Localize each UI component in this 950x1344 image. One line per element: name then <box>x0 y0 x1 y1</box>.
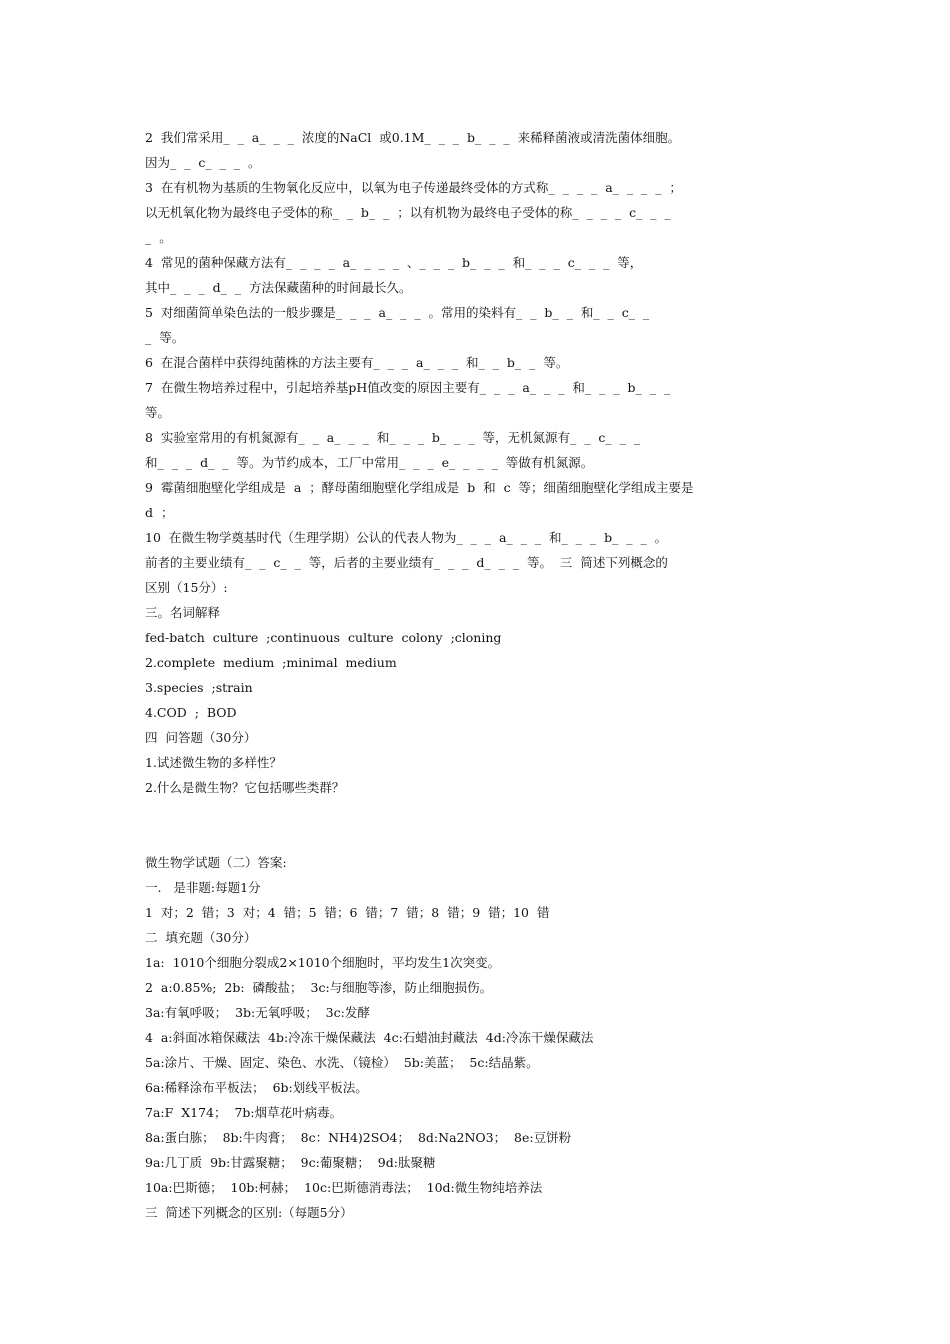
q7-line-2: 等。 <box>145 405 171 420</box>
q10-line-2: 前者的主要业绩有_ _ c_ _ 等，后者的主要业绩有_ _ _ d_ _ _ 等。 三 简述下列概念的 <box>145 555 668 570</box>
answers-section-three-heading: 三 简述下列概念的区别:（每题5分） <box>145 1205 353 1220</box>
q6-line: 6 在混合菌样中获得纯菌株的方法主要有_ _ _ a_ _ _ 和_ _ b_ _ 等。 <box>145 355 569 370</box>
term-line-2: 2.complete medium ;minimal medium <box>145 655 397 670</box>
answer-10: 10a:巴斯德； 10b:柯赫； 10c:巴斯德消毒法； 10d:微生物纯培养法 <box>145 1180 543 1195</box>
q3-line-1: 3 在有机物为基质的生物氧化反应中，以氧为电子传递最终受体的方式称_ _ _ _ a_ _ _ _ ； <box>145 180 682 195</box>
answer-3: 3a:有氧呼吸； 3b:无氧呼吸； 3c:发酵 <box>145 1005 370 1020</box>
q5-line-2: _ 等。 <box>145 330 185 345</box>
term-line-4: 4.COD ; BOD <box>145 705 237 720</box>
answer-8: 8a:蛋白胨； 8b:牛肉膏； 8c：NH4)2SO4； 8d:Na2NO3； 8e:豆饼粉 <box>145 1130 572 1145</box>
q4-line-2: 其中_ _ _ d_ _ 方法保藏菌种的时间最长久。 <box>145 280 412 295</box>
q9-line-1: 9 霉菌细胞壁化学组成是 a ；酵母菌细胞壁化学组成是 b 和 c 等；细菌细胞壁化学组成主要是 <box>145 480 694 495</box>
q10-line-1: 10 在微生物学奠基时代（生理学期）公认的代表人物为_ _ _ a_ _ _ 和_ _ _ b_ _ _ 。 <box>145 530 668 545</box>
section-three-note: 区别（15分）: <box>145 580 228 595</box>
q3-line-2: 以无机氧化物为最终电子受体的称_ _ b_ _ ；以有机物为最终电子受体的称_ _ _ _ c_ _ _ <box>145 205 671 220</box>
q2-line-2: 因为_ _ c_ _ _ 。 <box>145 155 261 170</box>
terms-heading: 三。名词解释 <box>145 605 221 620</box>
answer-2: 2 a:0.85%; 2b: 磷酸盐； 3c:与细胞等渗，防止细胞损伤。 <box>145 980 493 995</box>
term-line-1: fed-batch culture ;continuous culture colony ;cloning <box>145 630 502 645</box>
q5-line-1: 5 对细菌简单染色法的一般步骤是_ _ _ a_ _ _ 。常用的染料有_ _ b_ _ 和_ _ c_ _ <box>145 305 650 320</box>
q8-line-2: 和_ _ _ d_ _ 等。为节约成本，工厂中常用_ _ _ e_ _ _ _ 等做有机氮源。 <box>145 455 594 470</box>
q3-line-3: _ 。 <box>145 230 172 245</box>
q4-line-1: 4 常见的菌种保藏方法有_ _ _ _ a_ _ _ _ 、_ _ _ b_ _ _ 和_ _ _ c_ _ _ 等， <box>145 255 643 270</box>
q8-line-1: 8 实验室常用的有机氮源有_ _ a_ _ _ 和_ _ _ b_ _ _ 等，无机氮源有_ _ c_ _ _ <box>145 430 641 445</box>
answer-1: 1a: 1010个细胞分裂成2×1010个细胞时，平均发生1次突变。 <box>145 955 501 970</box>
answer-5: 5a:涂片、干燥、固定、染色、水洗、（镜检） 5b:美蓝； 5c:结晶紫。 <box>145 1055 539 1070</box>
answers-true-false: 1 对；2 错；3 对；4 错；5 错；6 错；7 错；8 错；9 错；10 错 <box>145 905 550 920</box>
answer-6: 6a:稀释涂布平板法； 6b:划线平板法。 <box>145 1080 368 1095</box>
answers-section-one-heading: 一. 是非题:每题1分 <box>145 880 261 895</box>
essay-heading: 四 问答题（30分） <box>145 730 257 745</box>
q7-line-1: 7 在微生物培养过程中，引起培养基pH值改变的原因主要有_ _ _ a_ _ _ 和_ _ _ b_ _ _ <box>145 380 671 395</box>
answer-7: 7a:F X174； 7b:烟草花叶病毒。 <box>145 1105 343 1120</box>
essay-q2: 2.什么是微生物？它包括哪些类群？ <box>145 780 345 795</box>
term-line-3: 3.species ;strain <box>145 680 253 695</box>
q2-line-1: 2 我们常采用_ _ a_ _ _ 浓度的NaCl 或0.1M_ _ _ b_ _ _ 来稀释菌液或清洗菌体细胞。 <box>145 130 681 145</box>
q9-line-2: d ； <box>145 505 174 520</box>
answers-title: 微生物学试题（二）答案: <box>145 855 287 870</box>
answer-9: 9a:几丁质 9b:甘露聚糖； 9c:葡聚糖； 9d:肽聚糖 <box>145 1155 436 1170</box>
answers-section-two-heading: 二 填充题（30分） <box>145 930 257 945</box>
essay-q1: 1.试述微生物的多样性？ <box>145 755 282 770</box>
answer-4: 4 a:斜面冰箱保藏法 4b:冷冻干燥保藏法 4c:石蜡油封藏法 4d:冷冻干燥保藏法 <box>145 1030 594 1045</box>
